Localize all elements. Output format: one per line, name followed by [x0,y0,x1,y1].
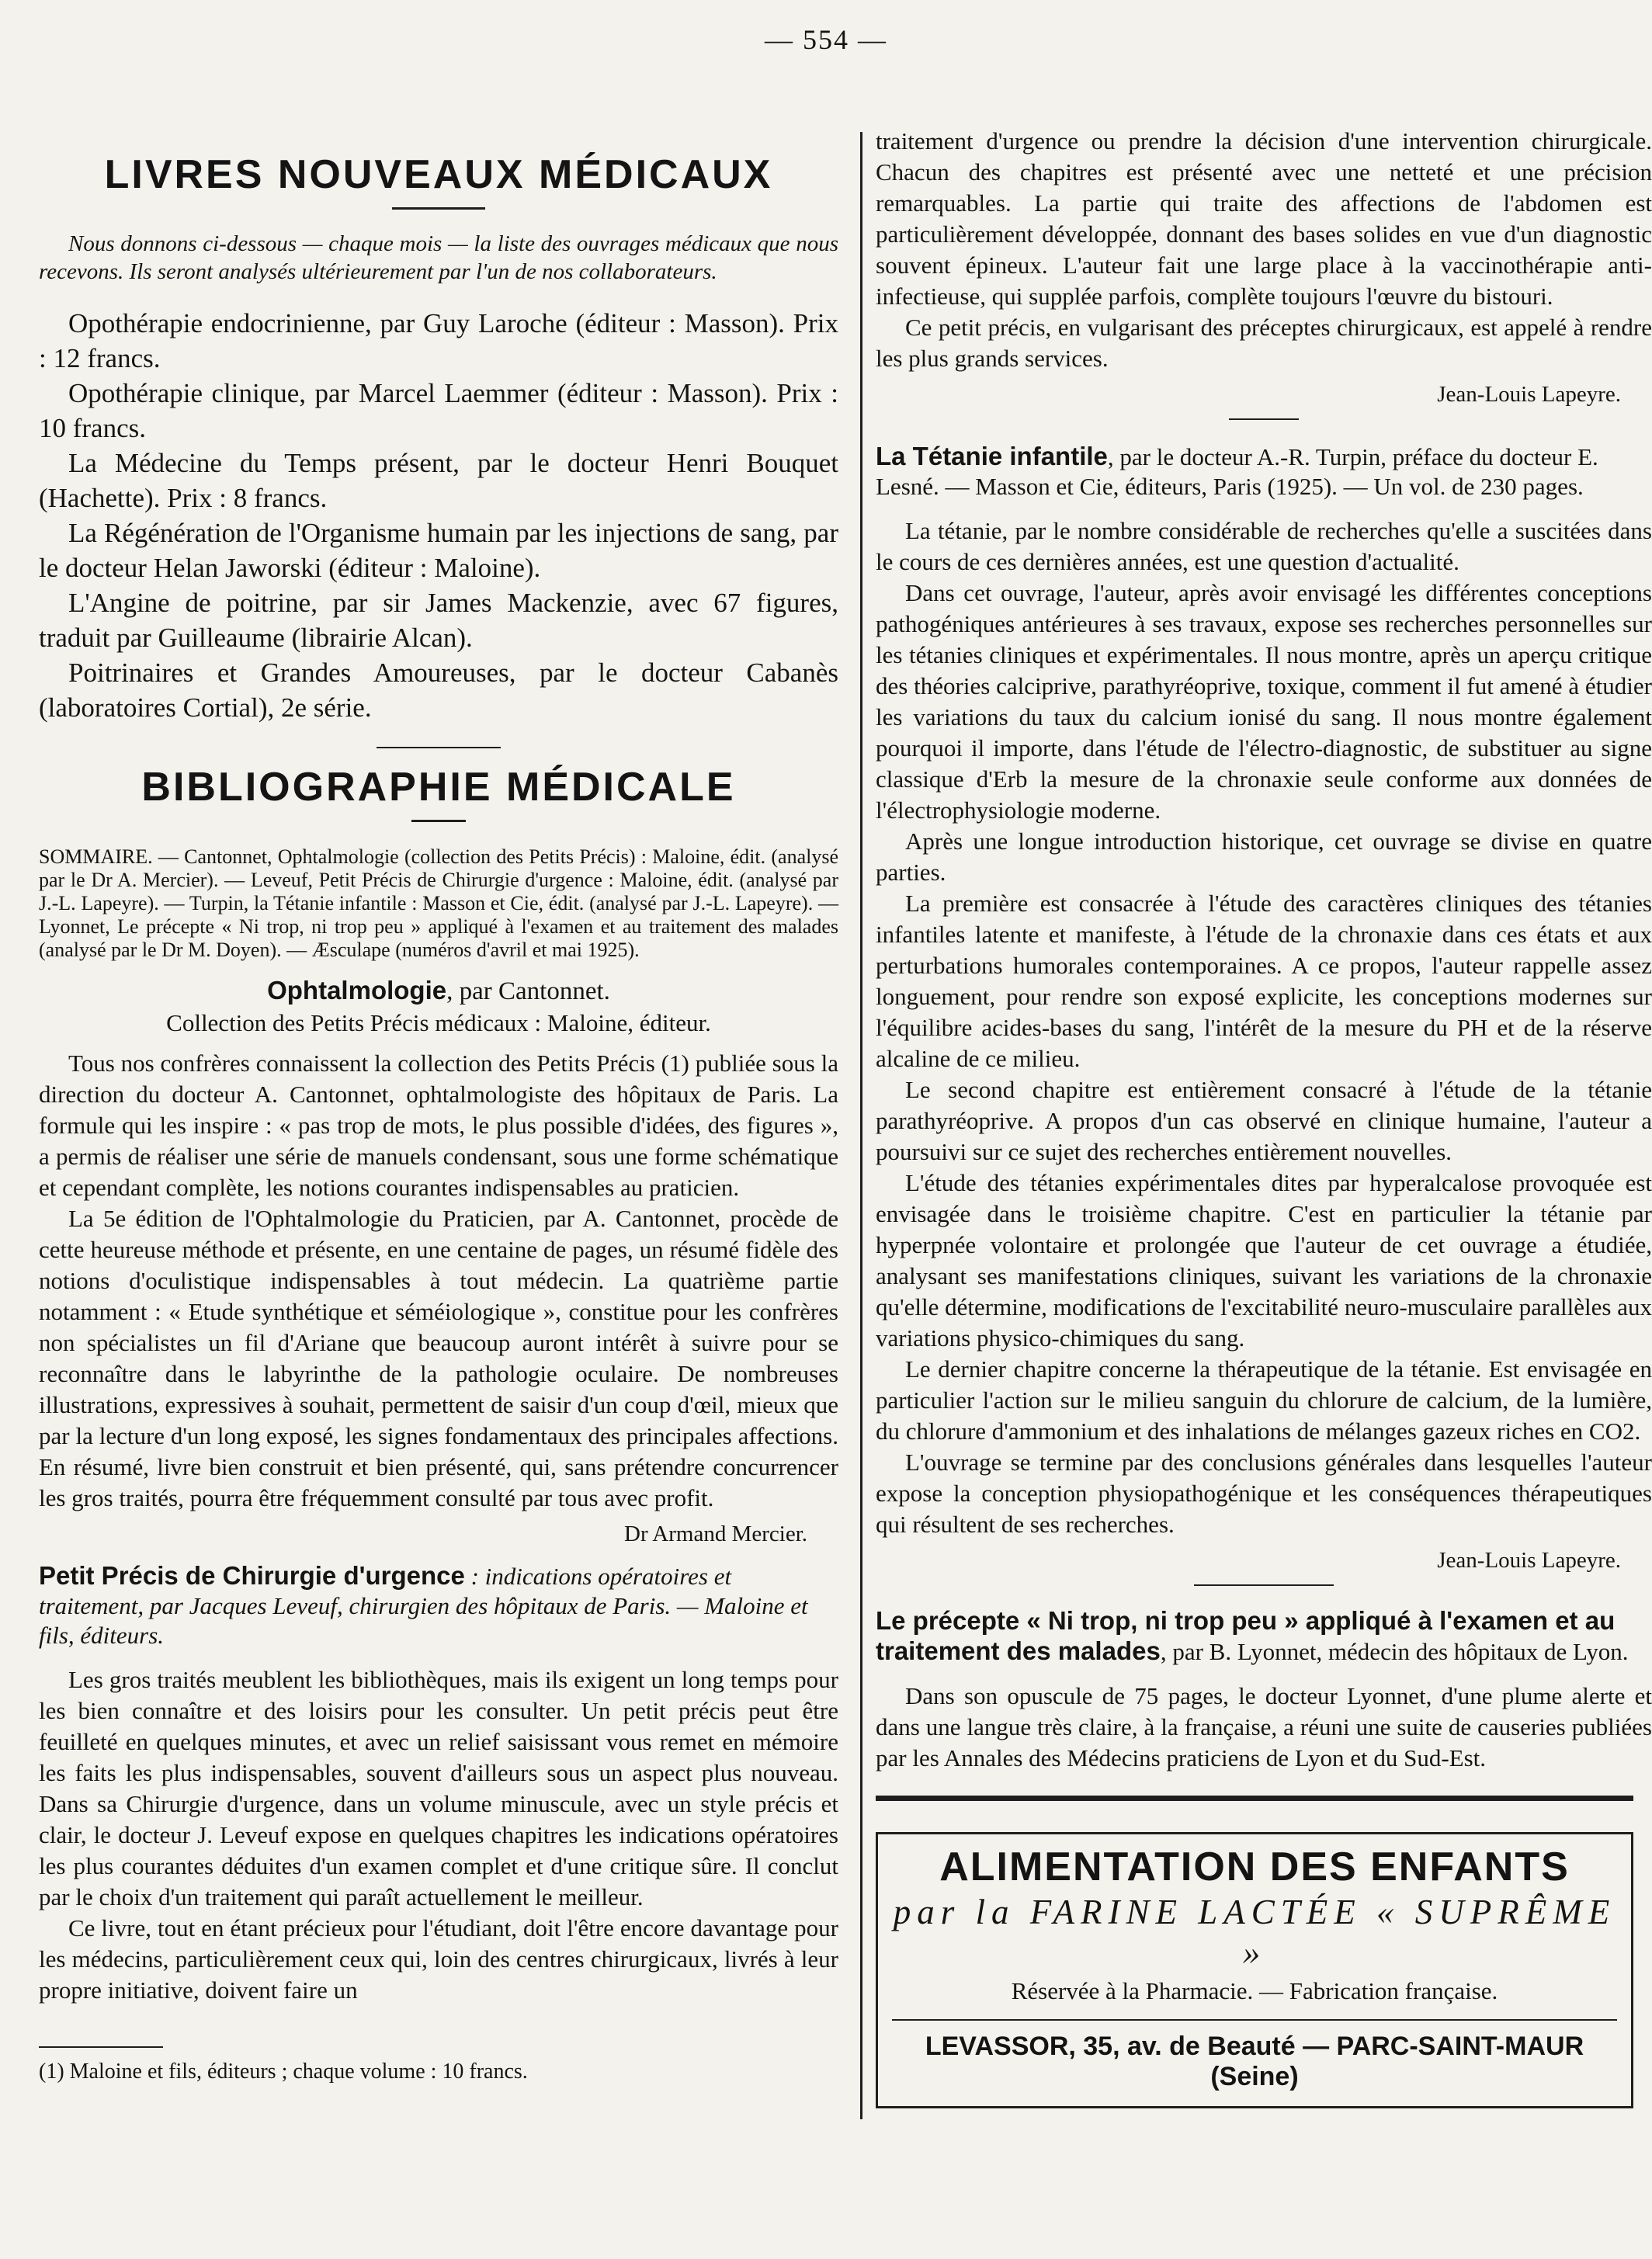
advertisement [876,1796,1633,2108]
review-title: Petit Précis de Chirurgie d'urgence [39,1561,465,1590]
review-paragraph: La 5e édition de l'Ophtalmologie du Praticien, par A. Cantonnet, procède de cette heureuse méthode et présente, en une centaine de pages, un résumé fidèle des notions d'oculistique indispensables à tout médecin. La quatrième partie notamment : « Etude synthétique et séméiologique », constitue pour les confrères non spécialistes un fil d'Ariane que beaucoup auront intérêt à suivre pour se reconnaître dans le labyrinthe de la pathologie oculaire. De nombreuses illustrations, expressives à souhait, permettent de saisir d'un coup d'œil, mieux que par la lecture d'un long exposé, les signes fondamentaux des principales affections. En résumé, livre bien construit et bien présenté, qui, sans prétendre concurrencer les gros traités, pourra être fréquemment consulté par tous avec profit. [39,1205,838,1511]
section-divider [377,747,501,748]
review-paragraph: L'ouvrage se termine par des conclusions générales dans lesquelles l'auteur expose la conception physiopathogénique et les conséquences thérapeutiques qui résultent de ses recherches. [876,1449,1652,1538]
review-paragraph: Le dernier chapitre concerne la thérapeutique de la tétanie. Est envisagée en particulier l'action sur le milieu sanguin du chlorure de calcium, de la lumière, du chlorure d'ammonium et des inhalations de mélanges gazeux riches en CO2. [876,1355,1652,1445]
ad-subtitle: par la FARINE LACTÉE « SUPRÊME » [893,1893,1616,1972]
review-subtitle: , par le docteur A.-R. Turpin, préface du docteur E. Lesné. — Masson et Cie, éditeurs, Paris (1925). — Un vol. de 230 pages. [876,443,1598,500]
review-paragraph: traitement d'urgence ou prendre la décision d'une intervention chirurgicale. Chacun des chapitres est présenté avec une netteté et une précision remarquables. La partie qui traite des affections de l'abdomen est particulièrement développée, donnant des bases solides en vue d'un diagnostic souvent épineux. L'auteur fait une large place à la vaccinothérapie anti-infectieuse, qui supplée parfois, complète toujours l'œuvre du bistouri. [876,127,1652,310]
right-column [876,109,1652,2108]
review-paragraph: Le second chapitre est entièrement consacré à l'étude de la tétanie parathyréoprive. A propos d'un cas observé en clinique humaine, l'auteur a poursuivi sur ce sujet des recherches entièrement nouvelles. [876,1076,1652,1165]
review-heading-ophtalmologie [39,974,838,1008]
heading-underline [392,207,485,210]
left-column [39,109,838,2085]
review-heading-tetanie [876,442,1652,501]
footnote: (1) Maloine et fils, éditeurs ; chaque volume : 10 francs. [39,2059,528,2084]
review-paragraph: Tous nos confrères connaissent la collection des Petits Précis (1) publiée sous la direction du docteur A. Cantonnet, ophtalmologiste des hôpitaux de Paris. La formule qui les inspire : « pas trop de mots, le plus possible d'idées, des figures », a permis de réaliser une série de manuels condensant, sous une forme schématique et cependant complète, les notions courantes indispensables au praticien. [39,1050,838,1201]
book-item: L'Angine de poitrine, par sir James Mackenzie, avec 67 figures, traduit par Guilleaume (librairie Alcan). [39,588,838,653]
book-item: Poitrinaires et Grandes Amoureuses, par le docteur Cabanès (laboratoires Cortial), 2e série. [39,658,838,723]
review-paragraph: La tétanie, par le nombre considérable de recherches qu'elle a suscitées dans le cours de ces dernières années, est une question d'actualité. [876,517,1652,575]
review-collection: Collection des Petits Précis médicaux : Maloine, éditeur. [166,1009,711,1036]
review-paragraph: La première est consacrée à l'étude des caractères cliniques des tétanies infantiles latente et manifeste, à l'étude de la chronaxie dans ces états et aux perturbations humorales contemporaines. A ce propos, l'auteur rappelle assez longuement, pour rendre son exposé explicite, les conceptions modernes sur l'équilibre acides-bases du sang, l'intérêt de la mesure du PH et de la réserve alcaline de ce milieu. [876,890,1652,1072]
review-paragraph: L'étude des tétanies expérimentales dites par hyperalcalose provoquée est envisagée dans le troisième chapitre. C'est en particulier la tétanie par hyperpnée volontaire et prolongée que l'auteur de cet ouvrage a étudiée, analysant ses manifestations cliniques, suivant les variations de la chronaxie qu'elle détermine, modifications de l'excitabilité neuro-musculaire parallèles aux variations physico-chimiques du sang. [876,1169,1652,1352]
review-paragraph: Les gros traités meublent les bibliothèques, mais ils exigent un long temps pour les bien connaître et des loisirs pour les consulter. Un petit précis peut être feuilleté en quelques minutes, et avec un relief saisissant vous remet en mémoire les faits les plus indispensables, souvent d'ailleurs sous un aspect plus nouveau. Dans sa Chirurgie d'urgence, dans un volume minuscule, avec un style précis et clair, le docteur J. Leveuf expose en quelques chapitres les indications opératoires les plus courantes déduites d'un examen complet et d'une critique sûre. Il conclut par le choix d'un traitement qui paraît actuellement le meilleur. [39,1666,838,1910]
intro-text: Nous donnons ci-dessous — chaque mois — la liste des ouvrages médicaux que nous recevons. Ils seront analysés ultérieurement par l'un de nos collaborateurs. [39,231,838,284]
review-heading-precepte [876,1606,1652,1667]
review-author: , par Cantonnet. [446,977,610,1005]
sommaire-text: SOMMAIRE. — Cantonnet, Ophtalmologie (collection des Petits Précis) : Maloine, édit. (analysé par le Dr A. Mercier). — Leveuf, Petit Précis de Chirurgie d'urgence : Maloine, édit. (analysé par J.-L. Lapeyre). — Turpin, la Tétanie infantile : Masson et Cie, édit. (analysé par J.-L. Lapeyre). — Lyonnet, Le précepte « Ni trop, ni trop peu » appliqué à l'examen et au traitement des malades (analysé par le Dr M. Doyen). — Æsculape (numéros d'avril et mai 1925). [39,845,838,961]
review-subtitle: : indications opératoires et traitement, par Jacques Leveuf, chirurgien des hôpitaux de Paris. — Maloine et fils, éditeurs. [39,1563,808,1649]
book-item: La Médecine du Temps présent, par le docteur Henri Bouquet (Hachette). Prix : 8 francs. [39,448,838,513]
book-item: La Régénération de l'Organisme humain par les injections de sang, par le docteur Helan Jaworski (éditeur : Maloine). [39,518,838,583]
review-paragraph: Ce livre, tout en étant précieux pour l'étudiant, doit l'être encore davantage pour les médecins, particulièrement ceux qui, loin des centres chirurgicaux, livrés à leur propre initiative, doivent faire un [39,1914,838,2004]
heading-underline [411,820,466,822]
footnote-rule [39,2046,163,2048]
advertisement-box [876,1832,1633,2108]
page-number: — 554 — [765,24,887,55]
review-signature: Jean-Louis Lapeyre. [1437,382,1621,407]
ad-note: Réservée à la Pharmacie. — Fabrication française. [1011,1977,1498,2004]
review-heading-chirurgie [39,1561,838,1650]
review-paragraph: Après une longue introduction historique, cet ouvrage se divise en quatre parties. [876,828,1652,886]
section-divider [1229,418,1299,420]
heading-livres-nouveaux: LIVRES NOUVEAUX MÉDICAUX [104,152,773,197]
heading-bibliographie: BIBLIOGRAPHIE MÉDICALE [141,765,736,810]
review-signature: Dr Armand Mercier. [624,1522,807,1546]
ad-title: ALIMENTATION DES ENFANTS [939,1844,1570,1889]
review-signature: Jean-Louis Lapeyre. [1437,1548,1621,1573]
book-list [39,306,838,725]
section-divider [1194,1584,1334,1586]
review-title: Le précepte « Ni trop, ni trop peu » appliqué à l'examen et au traitement des malades [876,1606,1616,1665]
review-title: Ophtalmologie [267,976,447,1005]
review-paragraph: Ce petit précis, en vulgarisant des préceptes chirurgicaux, est appelé à rendre les plus grands services. [876,314,1652,372]
review-paragraph: Dans cet ouvrage, l'auteur, après avoir envisagé les différentes conceptions pathogéniques antérieures à ses travaux, expose ses recherches personnelles sur les tétanies cliniques et expérimentales. Il nous montre, après un aperçu critique des théories calciprive, parathyréoprive, toxique, comment il fut amené à étudier les variations du taux du calcium ionisé du sang. Il nous montre également pourquoi il importe, dans l'étude de l'électro-diagnostic, de substituer au signe classique d'Erb la mesure de la chronaxie seule conforme aux données de l'électrophysiologie moderne. [876,579,1652,824]
review-subtitle: , par B. Lyonnet, médecin des hôpitaux de Lyon. [1160,1638,1629,1665]
column-divider [860,132,862,2119]
ad-address: LEVASSOR, 35, av. de Beauté — PARC-SAINT-MAUR (Seine) [892,2019,1617,2092]
review-paragraph: Dans son opuscule de 75 pages, le docteur Lyonnet, d'une plume alerte et dans une langue très claire, à la française, a réuni une suite de causeries publiées par les Annales des Médecins praticiens de Lyon et du Sud-Est. [876,1682,1652,1771]
book-item: Opothérapie clinique, par Marcel Laemmer (éditeur : Masson). Prix : 10 francs. [39,378,838,443]
review-title: La Tétanie infantile [876,442,1108,470]
book-item: Opothérapie endocrinienne, par Guy Laroche (éditeur : Masson). Prix : 12 francs. [39,308,838,373]
